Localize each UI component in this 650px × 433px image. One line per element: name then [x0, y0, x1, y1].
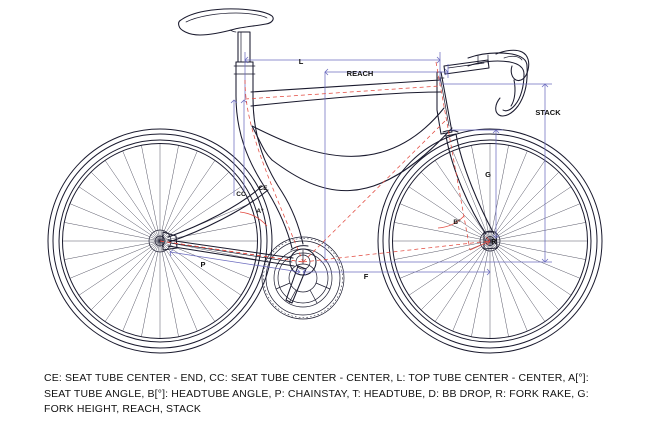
label-R: R [491, 237, 497, 246]
label-L: L [298, 57, 304, 66]
crankset [262, 237, 344, 319]
label-STACK: STACK [535, 108, 561, 117]
label-B-angle: B° [453, 219, 461, 226]
label-CE: CE [258, 185, 268, 192]
geometry-legend: CE: SEAT TUBE CENTER - END, CC: SEAT TUBE CENTER - CENTER, L: TOP TUBE CENTER - CENTER, A[°]: SEAT TUBE ANGLE, B[°]: HEADTUBE ANGLE, P: CHAINSTAY, T: HEADTUBE, D: BB DROP, R: FORK RAKE, G: FORK HEIGHT, REACH, STACK [44, 372, 592, 415]
label-REACH: REACH [346, 69, 374, 78]
label-G: G [485, 170, 491, 179]
label-A-angle: A° [256, 208, 264, 215]
label-F: F [363, 272, 369, 281]
label-CC: CC [236, 191, 246, 198]
label-P: P [200, 260, 206, 269]
frame-outline [163, 9, 529, 275]
